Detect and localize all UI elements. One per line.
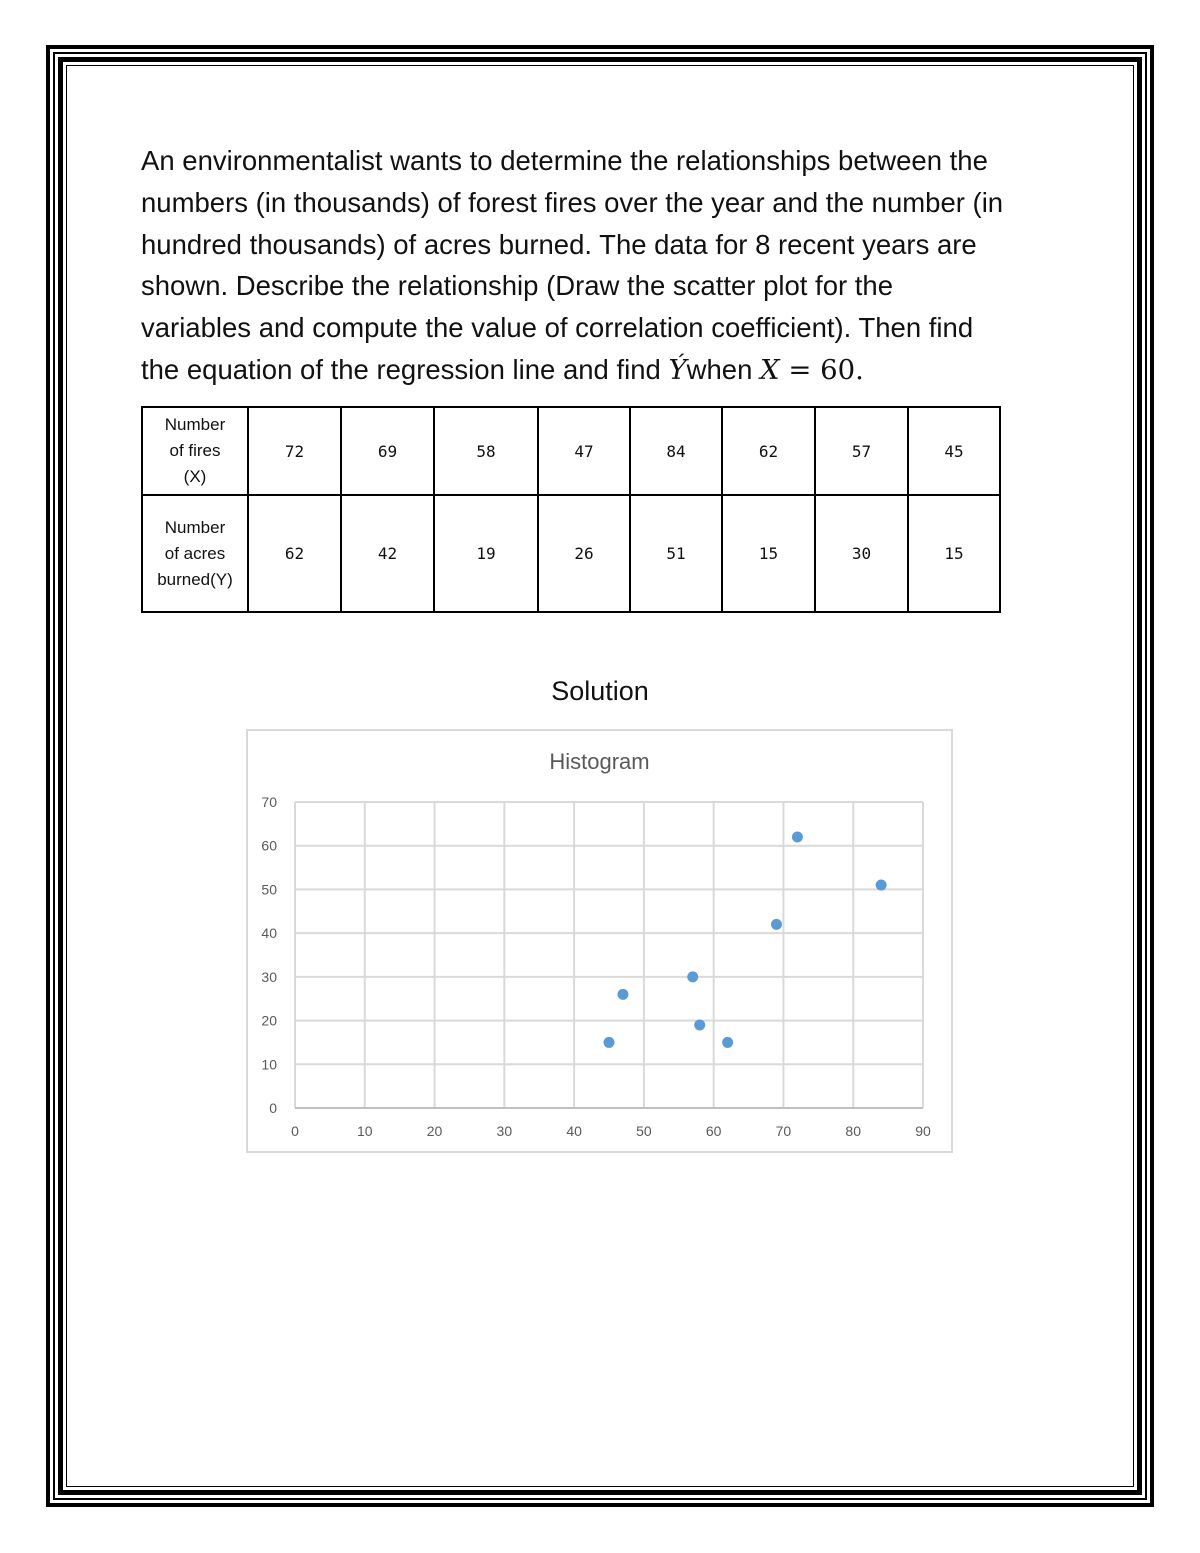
row-header-line: (X) xyxy=(183,467,207,486)
data-point xyxy=(771,919,782,930)
row-header-acres xyxy=(142,495,248,612)
x-tick-label: 50 xyxy=(636,1123,652,1139)
x-variable: X xyxy=(760,353,780,386)
table-cell: 69 xyxy=(341,407,434,495)
data-point xyxy=(792,831,803,842)
table-cell: 26 xyxy=(538,495,630,612)
when-word: when xyxy=(686,353,761,385)
period: . xyxy=(855,353,864,386)
table-cell: 72 xyxy=(248,407,341,495)
y-tick-label: 60 xyxy=(261,837,277,854)
table-cell: 19 xyxy=(434,495,538,612)
solution-heading: Solution xyxy=(551,676,649,706)
table-cell: 42 xyxy=(341,495,434,612)
x-tick-label: 0 xyxy=(291,1123,299,1139)
x-tick-label: 80 xyxy=(845,1123,862,1139)
table-cell: 58 xyxy=(434,407,538,495)
y-tick-label: 10 xyxy=(261,1056,277,1073)
table-cell: 84 xyxy=(630,407,722,495)
row-header-line: Number xyxy=(164,415,226,434)
x-tick-label: 30 xyxy=(496,1123,513,1139)
data-point xyxy=(617,989,628,1000)
chart-title: Histogram xyxy=(549,749,650,774)
problem-line-text: the equation of the regression line and find xyxy=(141,353,669,385)
table-cell: 57 xyxy=(815,407,908,495)
chart-plot-area xyxy=(248,731,951,1151)
table-cell: 15 xyxy=(722,495,815,612)
x-tick-label: 90 xyxy=(915,1123,931,1139)
problem-line: An environmentalist wants to determine the relationships between the xyxy=(141,145,988,176)
row-header-line: burned(Y) xyxy=(157,569,233,589)
equals-sign: = xyxy=(779,353,821,386)
table-cell: 45 xyxy=(908,407,1000,495)
problem-line: shown. Describe the relationship (Draw the scatter plot for the xyxy=(141,270,894,302)
y-tick-label: 70 xyxy=(261,794,277,810)
scatter-chart xyxy=(246,729,953,1153)
y-hat-symbol: Ý xyxy=(668,353,687,386)
data-table xyxy=(141,406,1001,613)
row-header-line: of acres xyxy=(164,543,226,563)
x-tick-label: 20 xyxy=(426,1123,443,1139)
y-tick-label: 0 xyxy=(269,1100,277,1116)
table-row-acres xyxy=(142,495,1000,612)
row-header-line: Number xyxy=(164,517,226,537)
table-cell: 30 xyxy=(815,495,908,612)
problem-line: hundred thousands) of acres burned. The data for 8 recent years are xyxy=(141,228,977,260)
problem-line: variables and compute the value of correlation coefficient). Then find xyxy=(141,312,974,344)
x-tick-label: 60 xyxy=(705,1123,722,1139)
data-point xyxy=(722,1037,733,1048)
table-cell: 62 xyxy=(722,407,815,495)
table-cell: 62 xyxy=(248,495,341,612)
problem-line-last xyxy=(141,349,1066,392)
data-point xyxy=(876,880,887,891)
row-header-line: of fires xyxy=(169,441,221,460)
x-value: 60 xyxy=(820,353,856,386)
y-tick-label: 40 xyxy=(261,925,277,942)
table-cell: 47 xyxy=(538,407,630,495)
data-point xyxy=(604,1037,615,1048)
table-cell: 15 xyxy=(908,495,1000,612)
x-tick-label: 10 xyxy=(356,1123,373,1139)
row-header-fires xyxy=(142,407,248,495)
y-tick-label: 20 xyxy=(261,1012,277,1029)
data-point xyxy=(694,1019,705,1030)
x-tick-label: 70 xyxy=(775,1123,792,1139)
problem-line: numbers (in thousands) of forest fires over the year and the number (in xyxy=(141,186,1004,218)
table-row-fires xyxy=(142,407,1000,495)
table-cell: 51 xyxy=(630,495,722,612)
problem-statement xyxy=(141,140,1066,392)
data-point xyxy=(687,971,698,982)
x-tick-label: 40 xyxy=(566,1123,582,1139)
y-tick-label: 50 xyxy=(261,881,277,898)
y-tick-label: 30 xyxy=(261,968,277,985)
